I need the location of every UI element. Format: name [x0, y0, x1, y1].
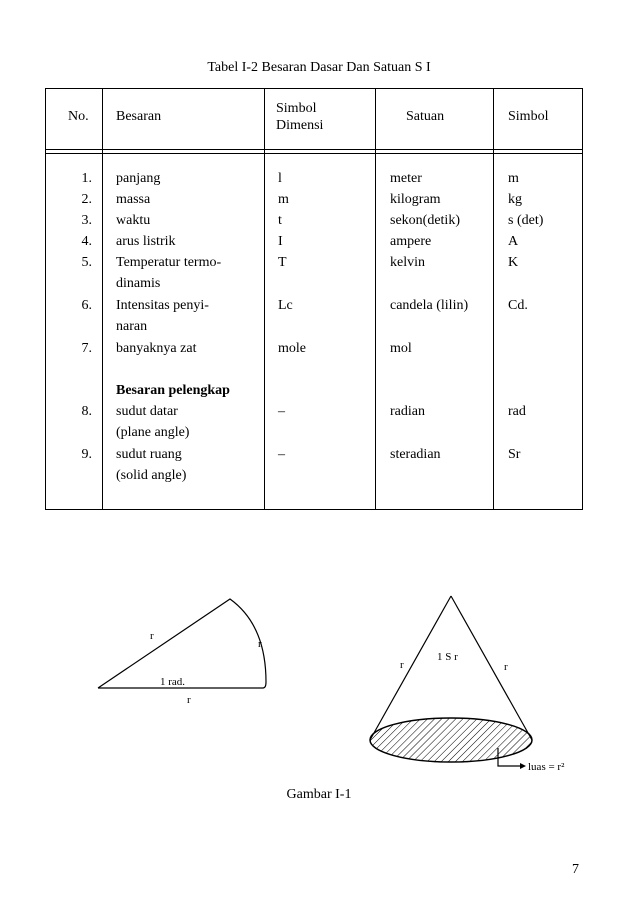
row-satuan: meter	[390, 171, 422, 186]
row-no: 3.	[81, 213, 92, 228]
page-number: 7	[572, 862, 579, 877]
column-divider	[102, 89, 103, 509]
row-no: 9.	[81, 447, 92, 462]
row-satuan: candela (lilin)	[390, 298, 469, 313]
row-satuan: kilogram	[390, 192, 441, 207]
row-simbol: s (det)	[508, 213, 544, 228]
row-satuan: ampere	[390, 234, 432, 249]
section-title: Besaran pelengkap	[116, 383, 230, 398]
row-simbol: kg	[508, 192, 522, 207]
header-divider	[46, 149, 582, 150]
row-satuan: radian	[390, 404, 425, 419]
row-besaran-cont: dinamis	[116, 276, 161, 291]
si-units-table	[45, 88, 583, 510]
figure-caption: Gambar I-1	[286, 787, 352, 802]
row-besaran: banyaknya zat	[116, 341, 197, 356]
row-besaran: massa	[116, 192, 151, 207]
cone-base	[370, 718, 532, 762]
arrow-head-icon	[520, 763, 526, 769]
row-no: 8.	[81, 404, 92, 419]
radian-diagram	[80, 585, 290, 710]
cone-area-label: luas = r²	[528, 761, 565, 773]
row-no: 5.	[81, 255, 92, 270]
row-dimensi: Lc	[278, 298, 293, 313]
header-simbol: Simbol	[508, 109, 549, 124]
radian-angle-label: 1 rad.	[160, 676, 186, 688]
table-caption: Tabel I-2 Besaran Dasar Dan Satuan S I	[207, 60, 431, 75]
column-divider	[375, 89, 376, 509]
row-no: 7.	[81, 341, 92, 356]
row-simbol: m	[508, 171, 519, 186]
cone-r-left-label: r	[400, 659, 404, 671]
row-simbol: K	[508, 255, 519, 270]
row-dimensi: –	[278, 447, 285, 462]
row-dimensi: l	[278, 171, 282, 186]
row-satuan: sekon(detik)	[390, 213, 460, 228]
column-divider	[493, 89, 494, 509]
row-besaran-cont: naran	[116, 319, 148, 334]
row-dimensi: m	[278, 192, 289, 207]
steradian-diagram	[360, 588, 590, 778]
row-no: 6.	[81, 298, 92, 313]
row-besaran: sudut datar	[116, 404, 178, 419]
row-besaran: panjang	[116, 171, 161, 186]
row-besaran-cont: (plane angle)	[116, 425, 190, 440]
radian-sector	[98, 599, 266, 688]
row-besaran: Temperatur termo-	[116, 255, 222, 270]
row-no: 4.	[81, 234, 92, 249]
row-besaran: Intensitas penyi-	[116, 298, 209, 313]
header-simbol-dimensi-2: Dimensi	[276, 118, 324, 133]
header-no: No.	[68, 109, 89, 124]
row-dimensi: T	[278, 255, 287, 270]
header-satuan: Satuan	[406, 109, 445, 124]
radian-r-slant-label: r	[150, 630, 154, 642]
row-besaran: waktu	[116, 213, 151, 228]
row-dimensi: –	[278, 404, 285, 419]
row-simbol: Sr	[508, 447, 521, 462]
row-besaran: sudut ruang	[116, 447, 182, 462]
radian-r-arc-label: r	[258, 638, 262, 650]
header-simbol-dimensi-1: Simbol	[276, 101, 317, 116]
header-besaran: Besaran	[116, 109, 162, 124]
cone-center-label: 1 S r	[437, 651, 458, 663]
cone-r-right-label: r	[504, 661, 508, 673]
row-dimensi: mole	[278, 341, 306, 356]
row-simbol: A	[508, 234, 519, 249]
row-satuan: mol	[390, 341, 412, 356]
row-dimensi: t	[278, 213, 282, 228]
row-simbol: Cd.	[508, 298, 528, 313]
header-divider	[46, 153, 582, 154]
row-no: 2.	[81, 192, 92, 207]
row-no: 1.	[81, 171, 92, 186]
row-dimensi: I	[278, 234, 283, 249]
row-besaran: arus listrik	[116, 234, 176, 249]
column-divider	[264, 89, 265, 509]
row-satuan: kelvin	[390, 255, 425, 270]
row-satuan: steradian	[390, 447, 441, 462]
row-simbol: rad	[508, 404, 526, 419]
row-besaran-cont: (solid angle)	[116, 468, 187, 483]
radian-r-base-label: r	[187, 694, 191, 706]
